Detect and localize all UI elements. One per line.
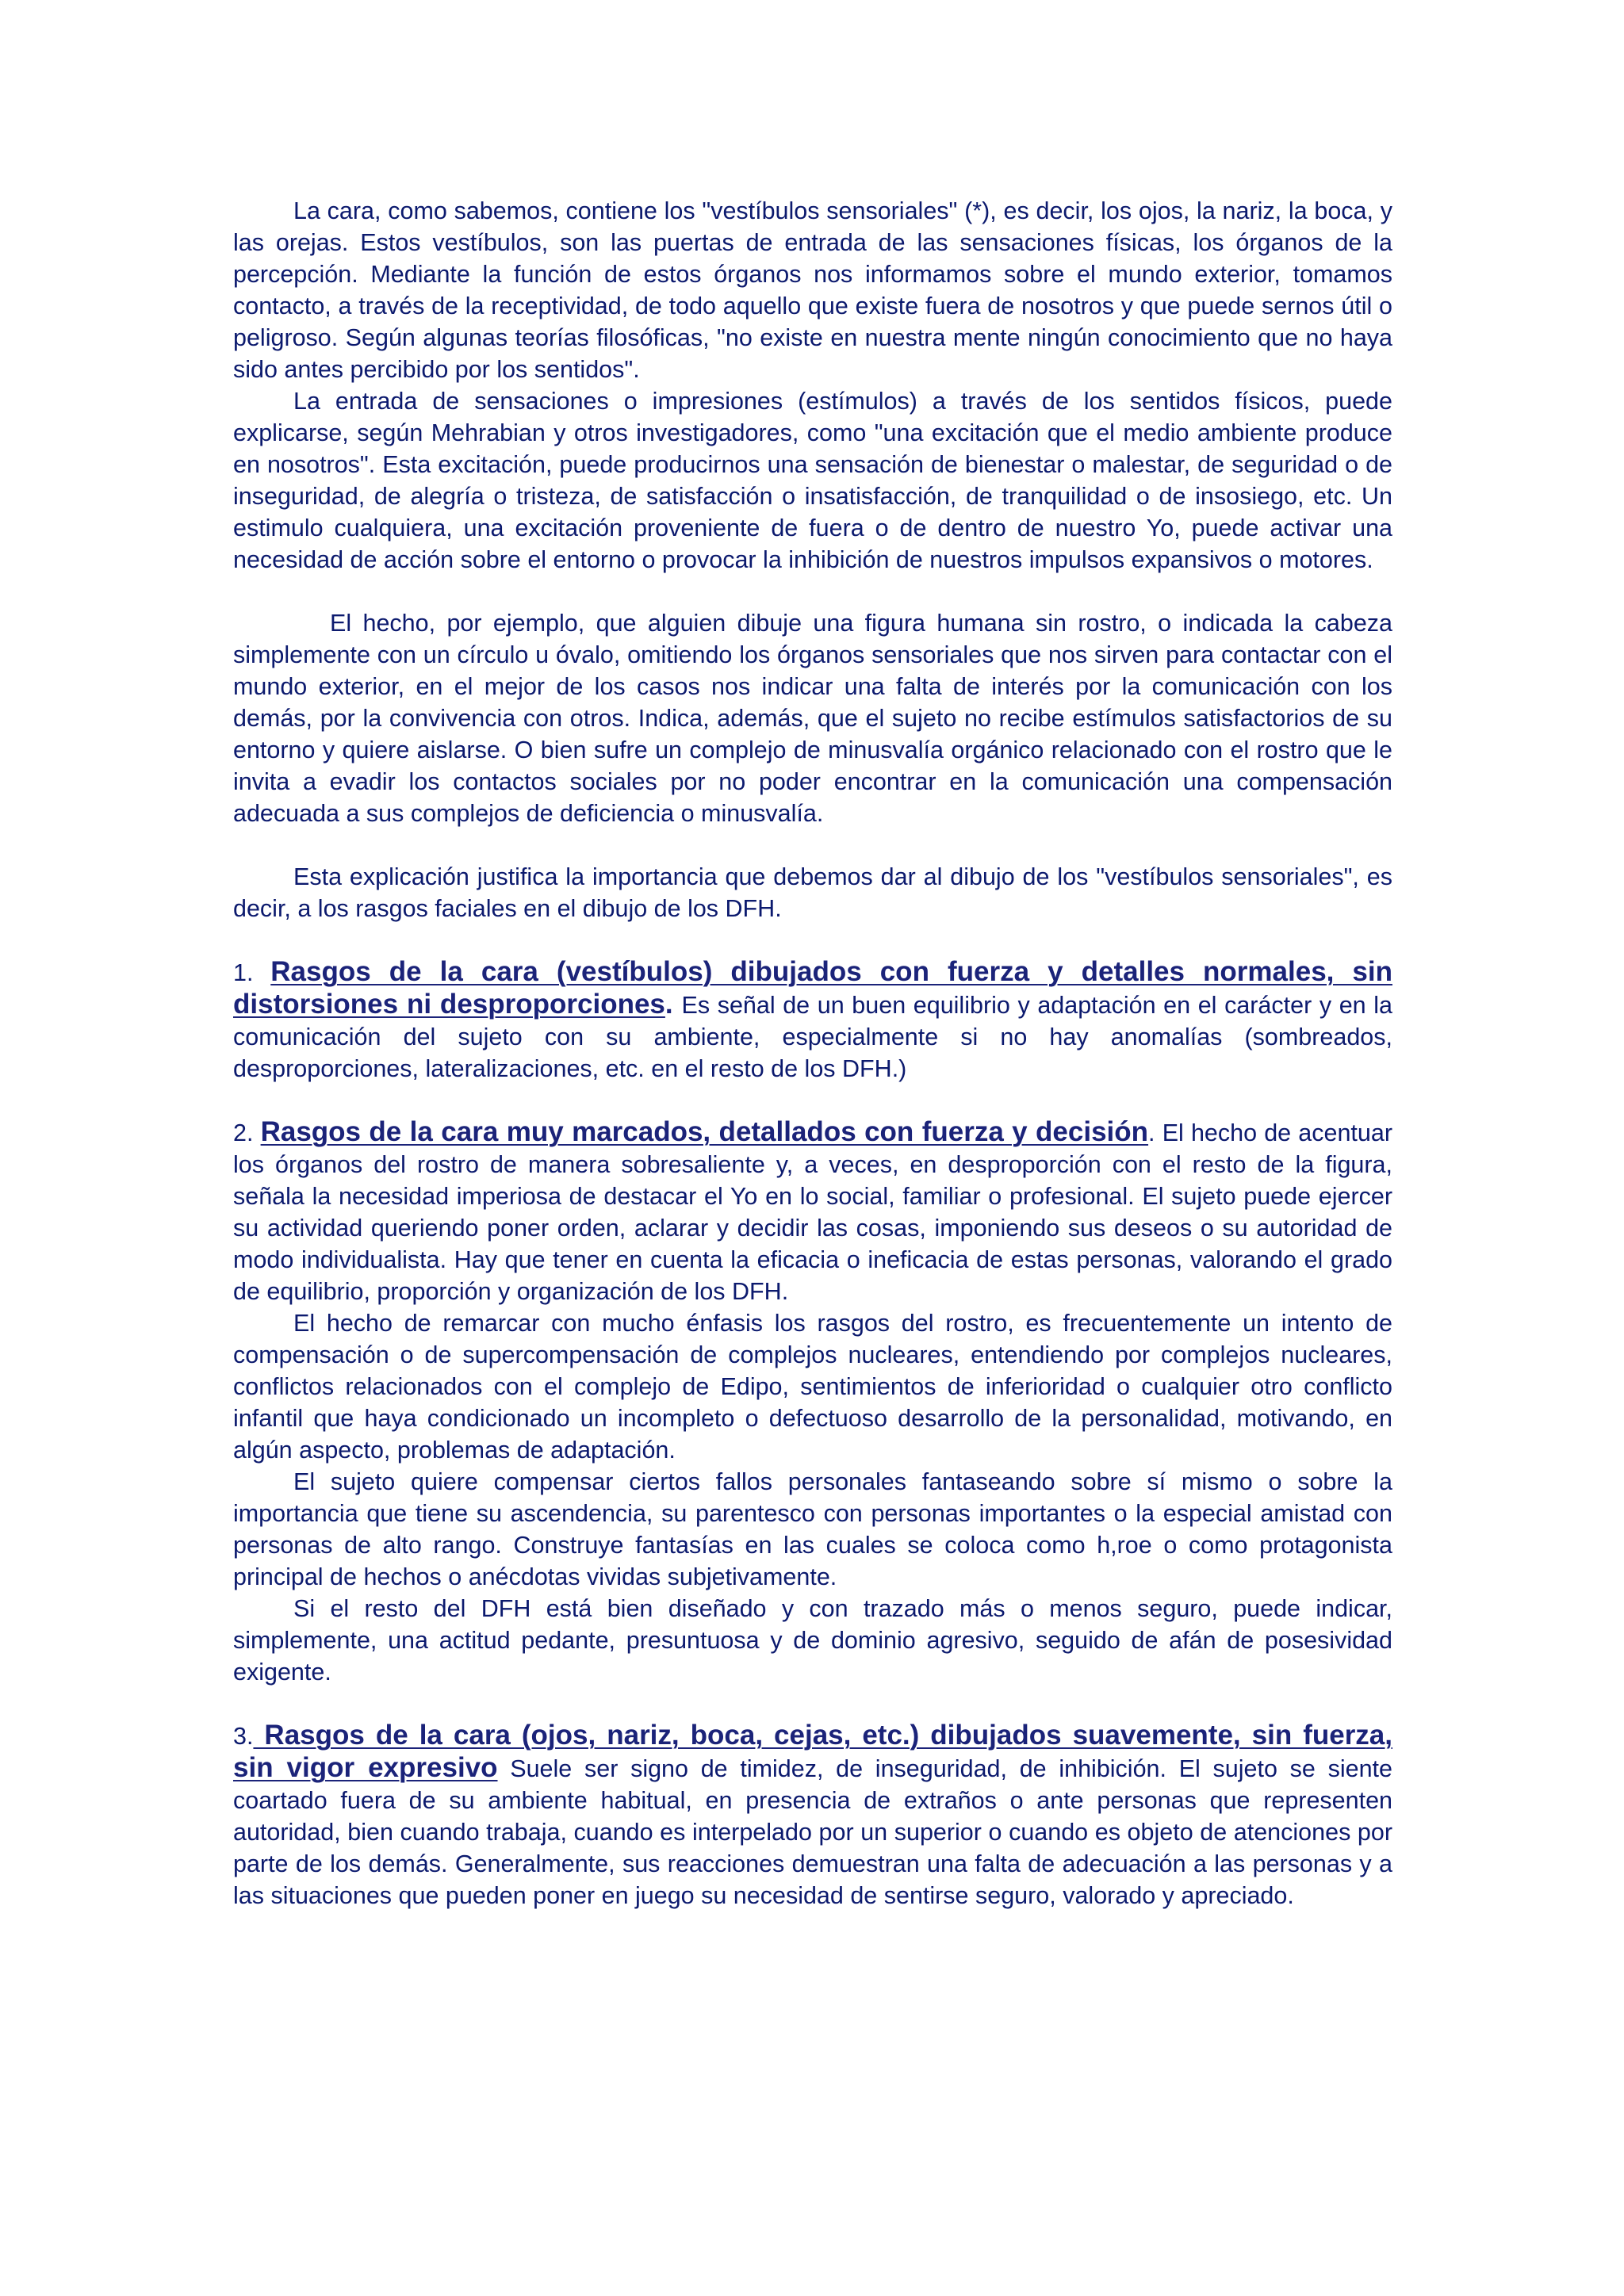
item-body: El hecho de acentuar los órganos del rostro de manera sobresaliente y, a veces, en desproporción con el resto de la figura, señala la necesidad imperiosa de destacar el Yo en lo social, familiar o profesional. El sujeto puede ejercer su actividad queriendo poner orden, aclarar y decidir las cosas, imponiendo sus deseos o su autoridad de modo individualista. Hay que tener en cuenta la eficacia o ineficacia de estas personas, valorando el grado de equilibrio, proporción y organización de los DFH. bbox=[233, 1119, 1392, 1305]
item-body: Suele ser signo de timidez, de inseguridad, de inhibición. El sujeto se siente coartado fuera de su ambiente habitual, en presencia de extraños o ante personas que representen autoridad, bien cuando trabaja, cuando es interpelado por un superior o cuando es objeto de atenciones por parte de los demás. Generalmente, sus reacciones demuestran una falta de adecuación a las personas y a las situaciones que pueden poner en juego su necesidad de sentirse seguro, valorado y apreciado. bbox=[233, 1755, 1392, 1909]
item-body: Es señal de un buen equilibrio y adaptación en el carácter y en la comunicación del sujeto con su ambiente, especialmente si no hay anomalías (sombreados, desproporciones, lateralizaciones, etc. en el resto de los DFH.) bbox=[233, 992, 1392, 1082]
spacer bbox=[233, 1085, 1392, 1116]
item-heading: Rasgos de la cara muy marcados, detallados con fuerza y decisión bbox=[260, 1116, 1149, 1147]
paragraph-intro: La cara, como sabemos, contiene los "vestíbulos sensoriales" (*), es decir, los ojos, la nariz, la boca, y las orejas. Estos vestíbulos, son las puertas de entrada de las sensaciones físicas, los órganos de la percepción. Mediante la función de estos órganos nos informamos sobre el mundo exterior, tomamos contacto, a través de la receptividad, de todo aquello que existe fuera de nosotros y que puede sernos útil o peligroso. Según algunas teorías filosóficas, "no existe en nuestra mente ningún conocimiento que no haya sido antes percibido por los sentidos". bbox=[233, 197, 1392, 383]
item-number: 3. bbox=[233, 1723, 254, 1750]
item-heading-punct: . bbox=[665, 989, 682, 1020]
item-heading: Rasgos de la cara (vestíbulos) dibujados con fuerza y detalles normales, sin distorsiones ni desproporciones bbox=[233, 956, 1392, 1020]
item-heading-punct: . bbox=[1148, 1119, 1162, 1146]
paragraph-importance: Esta explicación justifica la importancia que debemos dar al dibujo de los "vestíbulos sensoriales", es decir, a los rasgos faciales en el dibujo de los DFH. bbox=[233, 863, 1392, 922]
item-heading-punct bbox=[498, 1755, 511, 1782]
paragraph-faceless-figure: El hecho, por ejemplo, que alguien dibuje una figura humana sin rostro, o indicada la cabeza simplemente con un círculo u óvalo, omitiendo los órganos sensoriales que nos sirven para contactar con el mundo exterior, en el mejor de los casos nos indicar una falta de interés por la comunicación con los demás, por la convivencia con otros. Indica, además, que el sujeto no recibe estímulos satisfactorios de su entorno y quiere aislarse. O bien sufre un complejo de minusvalía orgánico relacionado con el rostro que le invita a evadir los contactos sociales por no poder encontrar en la comunicación una compensación adecuada a sus complejos de deficiencia o minusvalía. bbox=[233, 610, 1392, 827]
spacer bbox=[233, 576, 1392, 607]
spacer bbox=[233, 924, 1392, 956]
list-item-1 bbox=[233, 956, 1392, 1085]
paragraph-item-2-extra: Si el resto del DFH está bien diseñado y con trazado más o menos seguro, puede indicar, simplemente, una actitud pedante, presuntuosa y de dominio agresivo, seguido de afán de posesividad exigente. bbox=[233, 1595, 1392, 1686]
list-item-3 bbox=[233, 1720, 1392, 1911]
paragraph-stimuli: La entrada de sensaciones o impresiones (estímulos) a través de los sentidos físicos, puede explicarse, según Mehrabian y otros investigadores, como "una excitación que el medio ambiente produce en nosotros". Esta excitación, puede producirnos una sensación de bienestar o malestar, de seguridad o de inseguridad, de alegría o tristeza, de satisfacción o insatisfacción, de tranquilidad o de insosiego, etc. Un estimulo cualquiera, una excitación proveniente de fuera o de dentro de nuestro Yo, puede activar una necesidad de acción sobre el entorno o provocar la inhibición de nuestros impulsos expansivos o motores. bbox=[233, 388, 1392, 573]
spacer bbox=[233, 1688, 1392, 1720]
document-page bbox=[233, 195, 1392, 1911]
item-number: 2. bbox=[233, 1119, 261, 1146]
paragraph-item-2-extra: El sujeto quiere compensar ciertos fallos personales fantaseando sobre sí mismo o sobre la importancia que tiene su ascendencia, su parentesco con personas importantes o la especial amistad con personas de alto rango. Construye fantasías en las cuales se coloca como h,roe o como protagonista principal de hechos o anécdotas vividas subjetivamente. bbox=[233, 1468, 1392, 1590]
list-item-2 bbox=[233, 1116, 1392, 1307]
paragraph-item-2-extra: El hecho de remarcar con mucho énfasis los rasgos del rostro, es frecuentemente un intento de compensación o de supercompensación de complejos nucleares, entendiendo por complejos nucleares, conflictos relacionados con el complejo de Edipo, sentimientos de inferioridad o cualquier otro conflicto infantil que haya condicionado un incompleto o defectuoso desarrollo de la personalidad, motivando, en algún aspecto, problemas de adaptación. bbox=[233, 1310, 1392, 1464]
item-heading: Rasgos de la cara (ojos, nariz, boca, cejas, etc.) dibujados suavemente, sin fuerza, sin vigor expresivo bbox=[233, 1720, 1392, 1783]
spacer bbox=[233, 829, 1392, 861]
item-number: 1. bbox=[233, 959, 271, 986]
